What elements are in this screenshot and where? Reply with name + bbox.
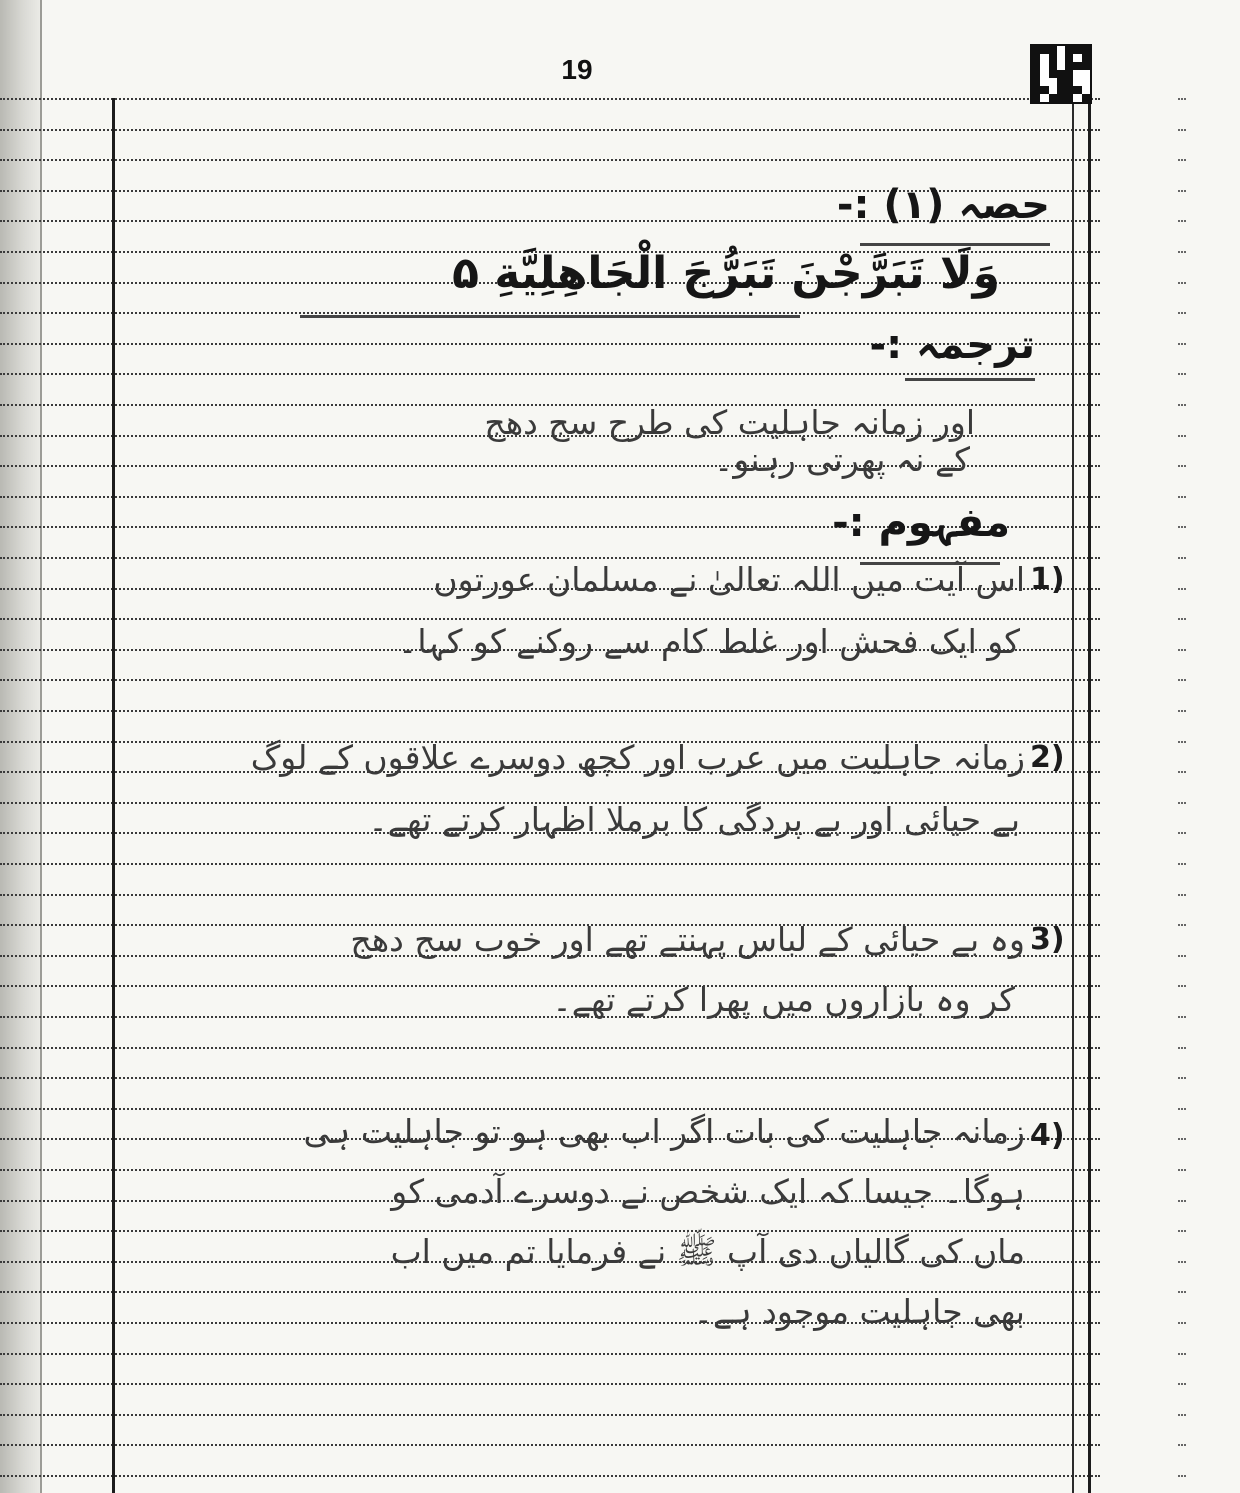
qr-module [1040,86,1048,94]
ruled-line-tick [1178,1414,1186,1416]
qr-module [1032,78,1040,86]
ruled-line [0,373,1100,375]
qr-module [1065,78,1073,86]
ruled-line-tick [1178,588,1186,590]
point-number: 4) [1030,1118,1065,1153]
point-line: اس آیت میں اللہ تعالیٰ نے مسلمان عورتوں [433,560,1025,599]
ruled-line [0,863,1100,865]
qr-module [1057,94,1065,102]
ruled-line [0,1077,1100,1079]
qr-module [1082,54,1090,62]
qr-module [1040,62,1048,70]
ruled-line-tick [1178,1077,1186,1079]
ruled-line [0,1108,1100,1110]
qr-module [1065,94,1073,102]
ruled-line [0,894,1100,896]
ruled-line-tick [1178,251,1186,253]
qr-module [1065,54,1073,62]
ruled-line [0,312,1100,314]
qr-module [1049,70,1057,78]
ruled-line [0,679,1100,681]
page-number: 19 [561,54,593,85]
ruled-line [0,1169,1100,1171]
qr-module [1057,86,1065,94]
ruled-line [0,1047,1100,1049]
ruled-line-tick [1178,404,1186,406]
qr-module [1082,70,1090,78]
ruled-line [0,1444,1100,1446]
qr-module [1040,70,1048,78]
verse-text: وَلَا تَبَرَّجْنَ تَبَرُّجَ الْجَاهِلِيَّةِ ۵ [452,248,1000,299]
ruled-line-tick [1178,1291,1186,1293]
qr-module [1032,94,1040,102]
ruled-line-tick [1178,343,1186,345]
ruled-line-tick [1178,373,1186,375]
qr-module [1057,46,1065,54]
point-line: زمانہ جاہلیت کی بات اگر اب بھی ہو تو جاہلیت ہی [303,1112,1025,1151]
qr-module [1049,46,1057,54]
qr-module [1057,70,1065,78]
point-line: بے حیائی اور بے پردگی کا برملا اظہار کرتے تھے۔ [368,800,1020,839]
heading-underline [860,243,1050,246]
qr-module [1040,54,1048,62]
section-heading: حصہ (۱) :- [836,182,1050,228]
ruled-line [0,1353,1100,1355]
point-line: کر وہ بازاروں میں پھرا کرتے تھے۔ [552,980,1015,1019]
ruled-line-tick [1178,894,1186,896]
qr-module [1032,86,1040,94]
qr-module [1049,94,1057,102]
qr-module [1073,78,1081,86]
ruled-line [0,557,1100,559]
ruled-line [0,710,1100,712]
ruled-line-tick [1178,526,1186,528]
translation-line: کے نہ پھرتی رہنو۔ [714,440,970,479]
qr-module [1040,94,1048,102]
qr-module [1082,94,1090,102]
verse-underline [300,315,800,318]
ruled-line-tick [1178,496,1186,498]
point-line: وہ بے حیائی کے لباس پہنتے تھے اور خوب سج دھج [350,920,1025,959]
qr-module [1065,46,1073,54]
qr-module [1040,78,1048,86]
qr-module [1057,62,1065,70]
point-line: زمانہ جاہلیت میں عرب اور کچھ دوسرے علاقوں کے لوگ [250,738,1025,777]
qr-module [1065,86,1073,94]
translation-line: اور زمانہ جاہلیت کی طرح سج دھج [484,403,975,442]
ruled-line-tick [1178,435,1186,437]
ruled-line-tick [1178,1475,1186,1477]
ruled-line-tick [1178,1261,1186,1263]
ruled-line-tick [1178,741,1186,743]
ruled-line-tick [1178,190,1186,192]
ruled-line-tick [1178,1047,1186,1049]
qr-module [1073,62,1081,70]
meaning-heading: مفہوم :- [832,500,1010,546]
qr-module [1073,70,1081,78]
right-margin-line-outer [1088,98,1091,1493]
qr-module [1032,54,1040,62]
ruled-line-tick [1178,1108,1186,1110]
right-margin-line [1072,98,1074,1493]
qr-module [1082,86,1090,94]
qr-module [1073,54,1081,62]
ruled-line-tick [1178,863,1186,865]
qr-module [1049,54,1057,62]
ruled-line [0,618,1100,620]
translation-underline [905,378,1035,381]
ruled-line-tick [1178,159,1186,161]
point-number: 1) [1030,562,1065,597]
qr-module [1032,46,1040,54]
ruled-line-tick [1178,98,1186,100]
qr-module [1065,62,1073,70]
ruled-line-tick [1178,649,1186,651]
point-line: بھی جاہلیت موجود ہے۔ [693,1292,1025,1331]
ruled-line-tick [1178,129,1186,131]
qr-code-icon [1030,44,1092,104]
ruled-line-tick [1178,924,1186,926]
ruled-line-tick [1178,802,1186,804]
ruled-line-tick [1178,832,1186,834]
ruled-line [0,1414,1100,1416]
qr-module [1082,78,1090,86]
ruled-line-tick [1178,1138,1186,1140]
ruled-line-tick [1178,1230,1186,1232]
ruled-line-tick [1178,771,1186,773]
qr-module [1082,46,1090,54]
qr-module [1057,78,1065,86]
qr-module [1032,62,1040,70]
ruled-line-tick [1178,618,1186,620]
ruled-line-tick [1178,220,1186,222]
ruled-line-tick [1178,282,1186,284]
ruled-line [0,1383,1100,1385]
ruled-line-tick [1178,557,1186,559]
ruled-line [0,98,1100,100]
qr-module [1073,94,1081,102]
ruled-line-tick [1178,1383,1186,1385]
ruled-line [0,1475,1100,1477]
translation-heading: ترجمہ :- [869,322,1035,368]
ruled-line [0,496,1100,498]
ruled-line-tick [1178,1444,1186,1446]
qr-module [1073,86,1081,94]
qr-module [1049,78,1057,86]
left-margin-line [112,98,115,1493]
qr-module [1040,46,1048,54]
ruled-line-tick [1178,1353,1186,1355]
ruled-line-tick [1178,465,1186,467]
ruled-line-tick [1178,1169,1186,1171]
ruled-line [0,129,1100,131]
point-number: 2) [1030,740,1065,775]
point-number: 3) [1030,922,1065,957]
point-line: کو ایک فحش اور غلط کام سے روکنے کو کہا۔ [397,622,1020,661]
ruled-line-tick [1178,1200,1186,1202]
ruled-line-tick [1178,679,1186,681]
point-line: ہوگا۔ جیسا کہ ایک شخص نے دوسرے آدمی کو [391,1172,1025,1211]
ruled-line-tick [1178,955,1186,957]
qr-module [1065,70,1073,78]
ruled-line-tick [1178,985,1186,987]
point-line: ماں کی گالیاں دی آپ ﷺ نے فرمایا تم میں اب [390,1232,1025,1271]
ruled-line-tick [1178,1016,1186,1018]
qr-module [1049,86,1057,94]
qr-module [1073,46,1081,54]
ruled-line-tick [1178,710,1186,712]
qr-module [1057,54,1065,62]
qr-module [1049,62,1057,70]
ruled-line [0,159,1100,161]
ruled-line-tick [1178,1322,1186,1324]
ruled-line-tick [1178,312,1186,314]
qr-module [1082,62,1090,70]
qr-module [1032,70,1040,78]
